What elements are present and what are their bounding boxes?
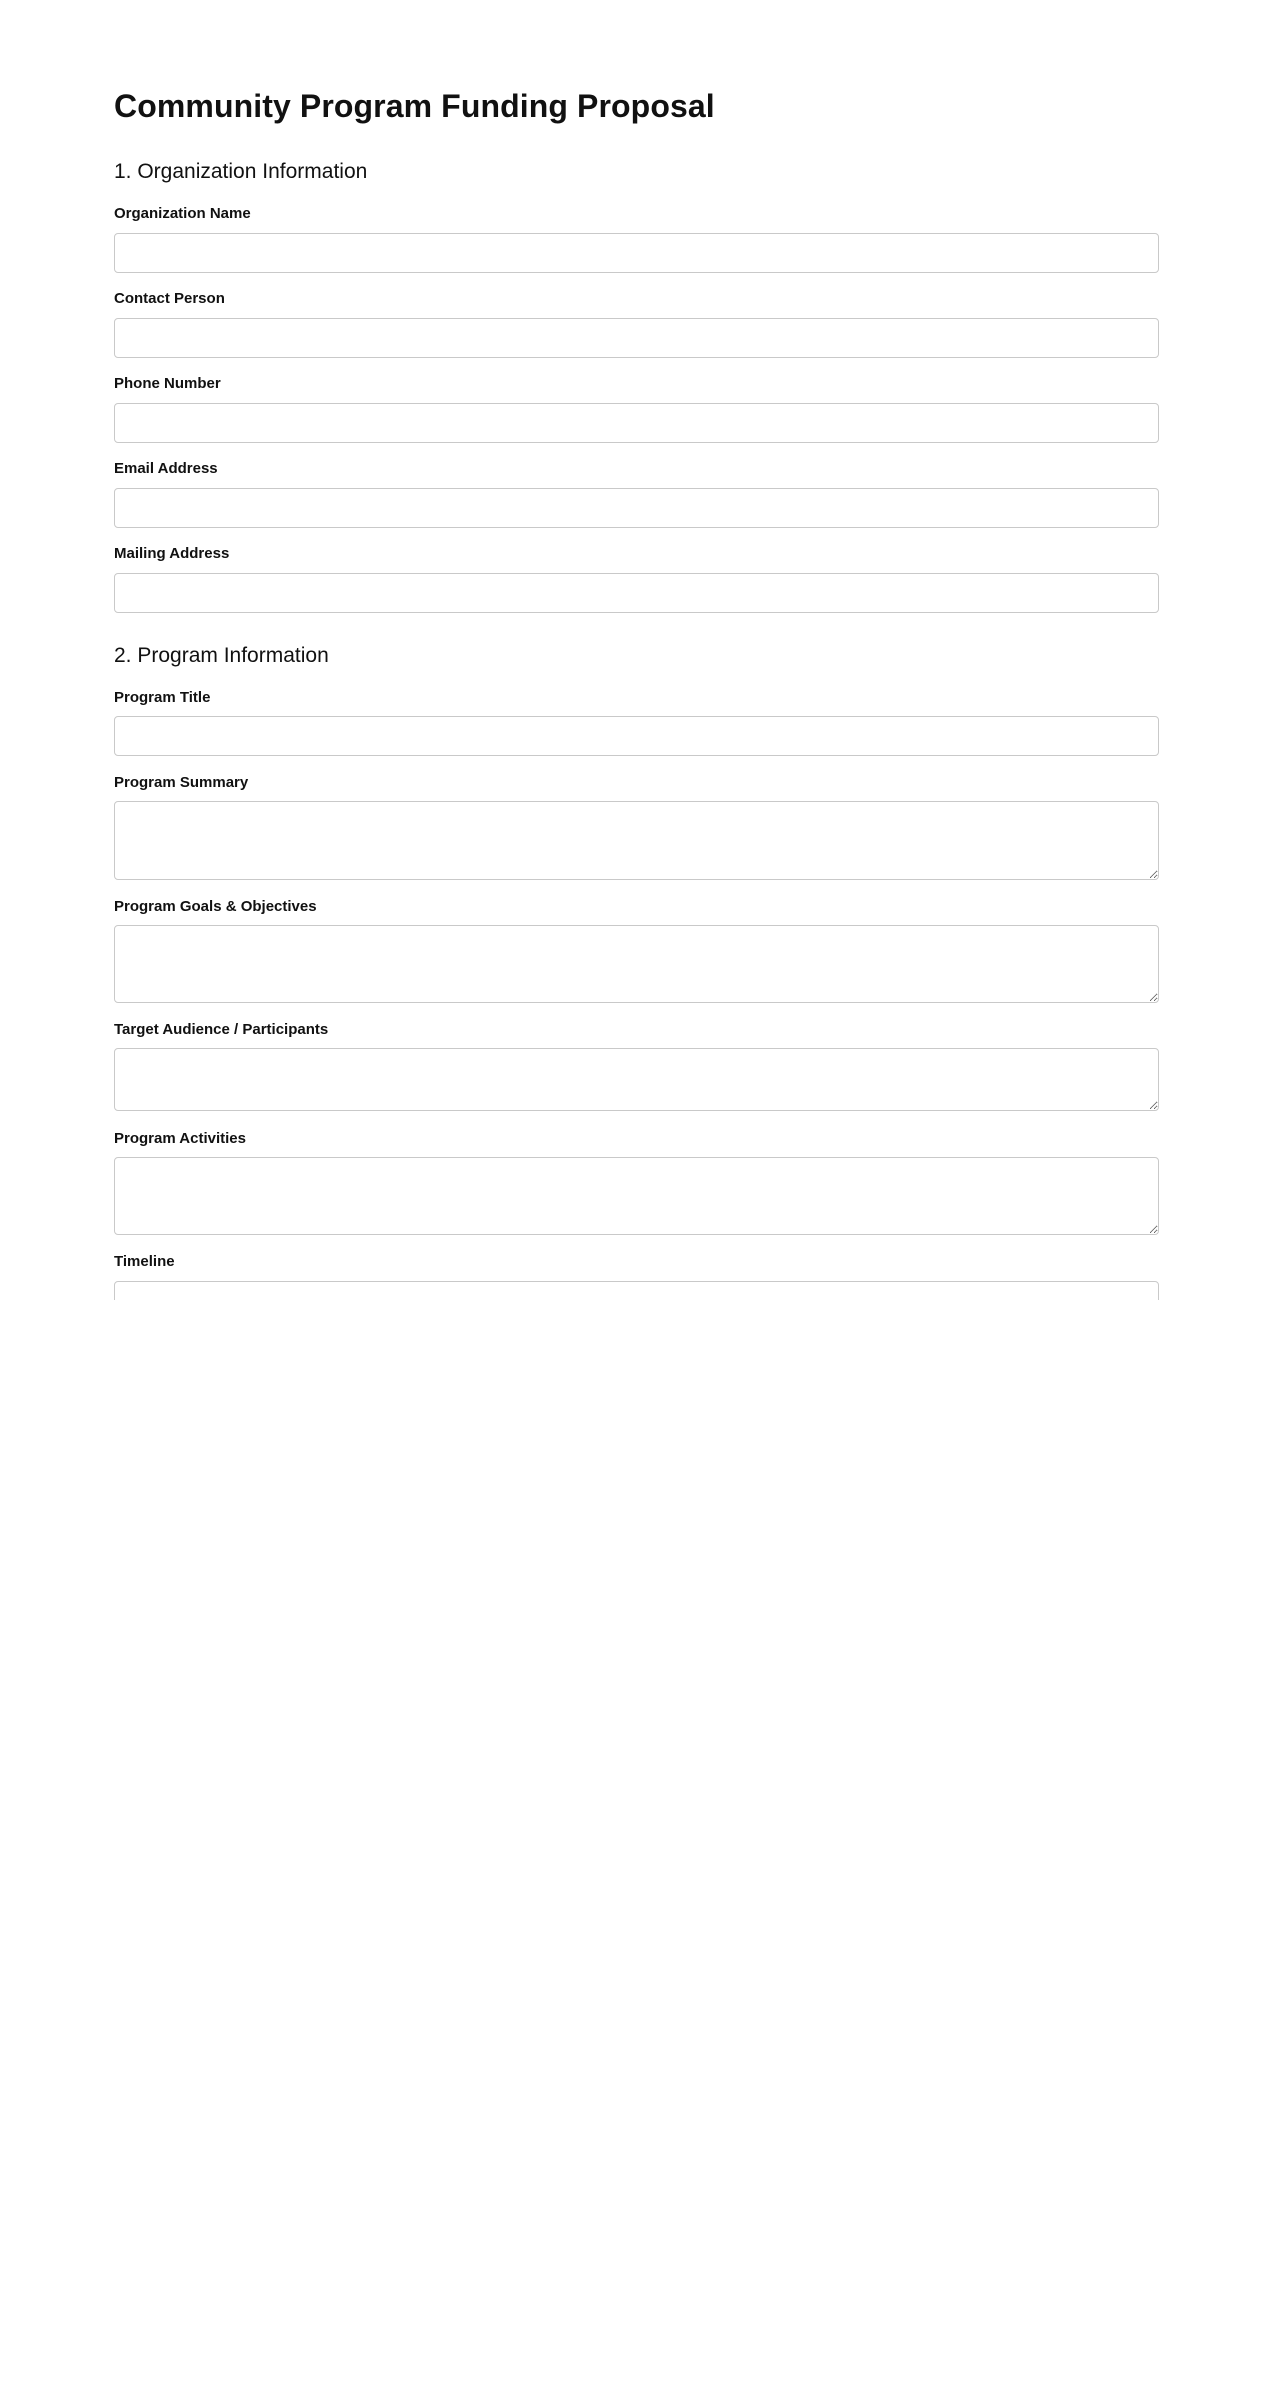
- section-title-program: 2. Program Information: [114, 644, 329, 667]
- program-goals-label: Program Goals & Objectives: [114, 898, 317, 915]
- program-summary-label: Program Summary: [114, 774, 249, 791]
- phone-number-label: Phone Number: [114, 375, 221, 392]
- contact-person-label: Contact Person: [114, 290, 225, 307]
- program-title-label: Program Title: [114, 689, 211, 706]
- section-title-organization: 1. Organization Information: [114, 160, 368, 183]
- phone-number-input[interactable]: [114, 403, 1159, 443]
- email-address-input[interactable]: [114, 488, 1159, 528]
- mailing-address-input[interactable]: [114, 573, 1159, 613]
- email-address-label: Email Address: [114, 460, 218, 477]
- organization-name-input[interactable]: [114, 233, 1159, 273]
- mailing-address-label: Mailing Address: [114, 545, 230, 562]
- timeline-label: Timeline: [114, 1253, 175, 1270]
- target-audience-label: Target Audience / Participants: [114, 1021, 329, 1038]
- contact-person-input[interactable]: [114, 318, 1159, 358]
- program-goals-textarea[interactable]: [114, 925, 1159, 1003]
- timeline-textarea[interactable]: [114, 1281, 1159, 1300]
- program-activities-label: Program Activities: [114, 1130, 246, 1147]
- program-summary-textarea[interactable]: [114, 801, 1159, 880]
- program-activities-textarea[interactable]: [114, 1157, 1159, 1235]
- page-title: Community Program Funding Proposal: [114, 88, 715, 124]
- program-title-input[interactable]: [114, 716, 1159, 756]
- organization-name-label: Organization Name: [114, 205, 251, 222]
- target-audience-textarea[interactable]: [114, 1048, 1159, 1111]
